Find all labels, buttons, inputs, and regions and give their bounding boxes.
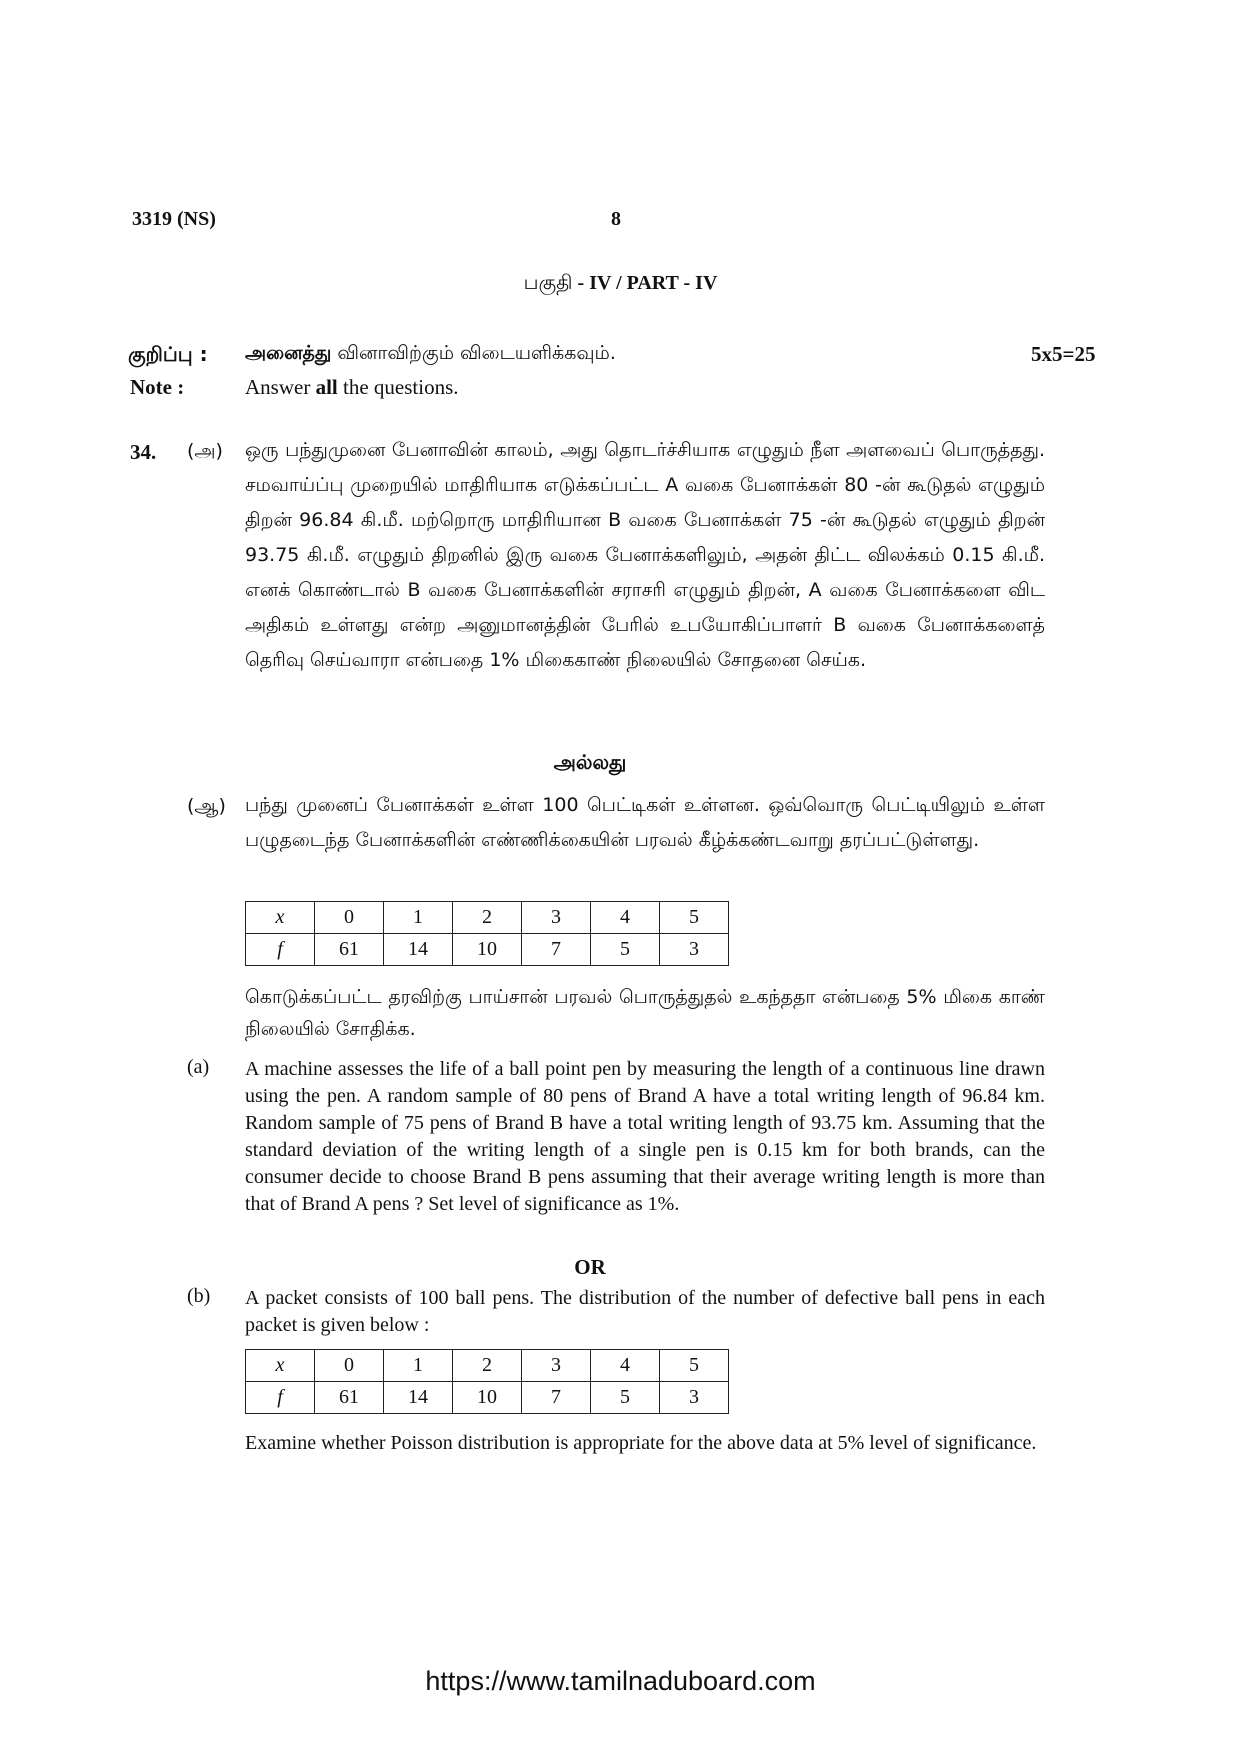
part-title-slash: /	[611, 272, 627, 294]
table-cell: 4	[591, 1350, 660, 1382]
table-cell: 1	[384, 1350, 453, 1382]
footer-url: https://www.tamilnaduboard.com	[425, 1666, 816, 1696]
table-cell: 0	[315, 902, 384, 934]
distribution-table-english	[245, 1349, 729, 1414]
part-title-english: PART - IV	[626, 272, 718, 294]
table-cell: 61	[315, 1382, 384, 1414]
part-a-tamil-text: ஒரு பந்துமுனை பேனாவின் காலம், அது தொடர்ச்சியாக எழுதும் நீள அளவைப் பொருத்தது. சமவாய்ப்பு முறையில் மாதிரியாக எடுக்கப்பட்ட A வகை பேனாக்கள் 80 -ன் கூடுதல் எழுதும் திறன் 96.84 கி.மீ. மற்றொரு மாதிரியான B வகை பேனாக்கள் 75 -ன் கூடுதல் எழுதும் திறன் 93.75 கி.மீ. எழுதும் திறனில் இரு வகை பேனாக்களிலும், அதன் திட்ட விலக்கம் 0.15 கி.மீ. எனக் கொண்டால் B வகை பேனாக்களின் சராசரி எழுதும் திறன், A வகை பேனாக்களை விட அதிகம் உள்ளது என்ற அனுமானத்தின் பேரில் உபயோகிப்பாளர் B வகை பேனாக்களைத் தெரிவு செய்வாரா என்பதை 1% மிகைகாண் நிலையில் சோதனை செய்க.	[245, 439, 1045, 671]
table-cell: 3	[660, 934, 729, 966]
table-cell-x-label: x	[246, 902, 315, 934]
distribution-table-tamil	[245, 901, 729, 966]
table-cell: 4	[591, 902, 660, 934]
table-cell-f-label: f	[246, 934, 315, 966]
or-tamil: அல்லது	[553, 750, 627, 774]
table-cell: 2	[453, 902, 522, 934]
table-row-f	[246, 1382, 729, 1414]
table-cell-f-label: f	[246, 1382, 315, 1414]
part-b-tamil-text: பந்து முனைப் பேனாக்கள் உள்ள 100 பெட்டிகள் உள்ளன. ஒவ்வொரு பெட்டியிலும் உள்ள பழுதடைந்த பேனாக்களின் எண்ணிக்கையின் பரவல் கீழ்க்கண்டவாறு தரப்பட்டுள்ளது.	[245, 794, 1045, 851]
part-title-tamil: பகுதி	[523, 270, 573, 294]
table-row-x	[246, 1350, 729, 1382]
table-cell: 5	[660, 902, 729, 934]
part-title-roman: IV	[589, 272, 612, 294]
or-english: OR	[574, 1255, 606, 1279]
table-cell: 3	[522, 902, 591, 934]
note-text-tamil	[245, 342, 616, 367]
table-cell: 14	[384, 934, 453, 966]
note-label-tamil: குறிப்பு :	[128, 342, 208, 366]
table-row-f	[246, 934, 729, 966]
part-title	[0, 270, 1241, 297]
note-text-en-pre: Answer	[245, 375, 316, 399]
table-cell-x-label: x	[246, 1350, 315, 1382]
part-a-english-label: (a)	[187, 1056, 210, 1078]
table-cell: 3	[660, 1382, 729, 1414]
table-cell: 14	[384, 1382, 453, 1414]
table-cell: 5	[660, 1350, 729, 1382]
table-row-x	[246, 902, 729, 934]
note-label-english: Note :	[130, 375, 185, 399]
note-text-en-bold: all	[315, 375, 338, 399]
part-b-english-label: (b)	[187, 1285, 211, 1307]
note-text-en-post: the questions.	[337, 375, 459, 399]
paper-code: 3319 (NS)	[132, 208, 216, 230]
part-title-sep: -	[572, 272, 590, 294]
part-b-tamil-after: கொடுக்கப்பட்ட தரவிற்கு பாய்சான் பரவல் பொருத்துதல் உகந்ததா என்பதை 5% மிகை காண் நிலையில் சோதிக்க.	[245, 986, 1045, 1040]
part-a-english-text: A machine assesses the life of a ball point pen by measuring the length of a continuous line drawn using the pen. A random sample of 80 pens of Brand A have a total writing length of 96.84 km. Random sample of 75 pens of Brand B have a total writing length of 93.75 km. Assuming that the standard deviation of the writing length of a single pen is 0.15 km for both brands, can the consumer decide to choose Brand B pens assuming that their average writing length is more than that of Brand A pens ? Set level of significance as 1%.	[245, 1058, 1045, 1215]
table-cell: 10	[453, 1382, 522, 1414]
table-cell: 5	[591, 1382, 660, 1414]
part-b-english-text: A packet consists of 100 ball pens. The distribution of the number of defective ball pens in each packet is given below :	[245, 1287, 1045, 1336]
table-cell: 10	[453, 934, 522, 966]
table-cell: 5	[591, 934, 660, 966]
note-text-english	[245, 375, 459, 400]
note-text-tamil-bold: அனைத்து	[245, 342, 332, 364]
table-cell: 3	[522, 1350, 591, 1382]
part-a-tamil-label: (அ)	[187, 440, 223, 462]
table-cell: 2	[453, 1350, 522, 1382]
question-number: 34.	[130, 440, 157, 464]
part-b-english-after: Examine whether Poisson distribution is appropriate for the above data at 5% level of significance.	[245, 1432, 1037, 1454]
page-number: 8	[611, 208, 621, 230]
table-cell: 61	[315, 934, 384, 966]
note-text-tamil-rest: வினாவிற்கும் விடையளிக்கவும்.	[331, 342, 616, 364]
total-marks: 5x5=25	[1031, 342, 1096, 366]
table-cell: 7	[522, 1382, 591, 1414]
part-b-tamil-label: (ஆ)	[187, 795, 226, 817]
table-cell: 0	[315, 1350, 384, 1382]
table-cell: 7	[522, 934, 591, 966]
table-cell: 1	[384, 902, 453, 934]
